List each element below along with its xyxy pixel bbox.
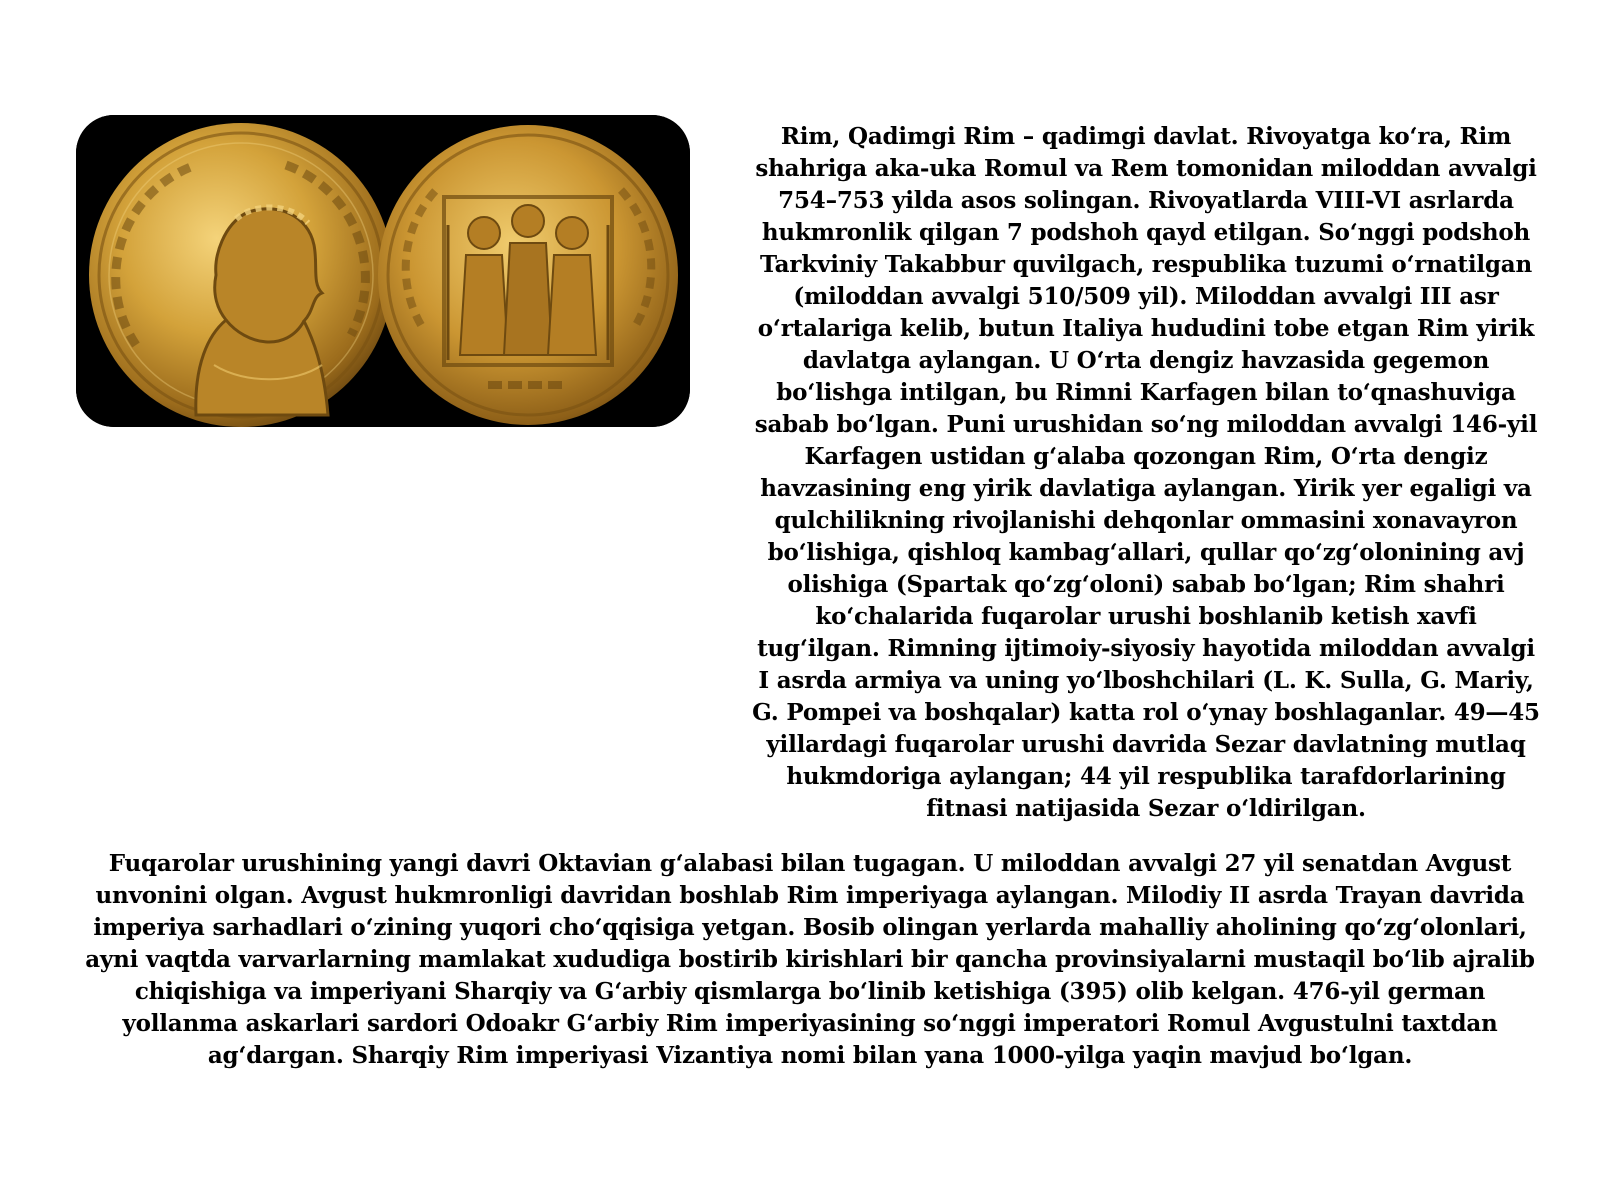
gold-coin-icon bbox=[76, 115, 690, 427]
continuation-paragraph: Fuqarolar urushining yangi davri Oktavian g‘alabasi bilan tugagan. U miloddan avvalgi 27 yil senatdan Avgust unvonini olgan. Avgust hukmronligi davridan boshlab Rim imperiyaga aylangan. Milodiy II asrda Trayan davrida imperiya sarhadlari o‘zining yuqori cho‘qqisiga yetgan. Bosib olingan yerlarda mahalliy aholining qo‘zg‘olonlari, ayni vaqtda varvarlarning mamlakat xududiga bostirib kirishlari bir qancha provinsiyalarni mustaqil bo‘lib ajralib chiqishiga va imperiyani Sharqiy va G‘arbiy qismlarga bo‘linib ketishiga (395) olib kelgan. 476-yil german yollanma askarlari sardori Odoakr G‘arbiy Rim imperiyasining so‘nggi imperatori Romul Avgustulni taxtdan ag‘dargan. Sharqiy Rim imperiyasi Vizantiya nomi bilan yana 1000-yilga yaqin mavjud bo‘lgan. bbox=[85, 850, 1535, 1069]
coin-photo bbox=[76, 115, 690, 427]
intro-paragraph: Rim, Qadimgi Rim – qadimgi davlat. Rivoyatga ko‘ra, Rim shahriga aka-uka Romul va Rem tomonidan miloddan avvalgi 754–753 yilda asos solingan. Rivoyatlarda VIII-VI asrlarda hukmronlik qilgan 7 podshoh qayd etilgan. So‘nggi podshoh Tarkviniy Takabbur quvilgach, respublika tuzumi o‘rnatilgan (miloddan avvalgi 510/509 yil). Miloddan avvalgi III asr o‘rtalariga kelib, butun Italiya hududini tobe etgan Rim yirik davlatga aylangan. U O‘rta dengiz havzasida gegemon bo‘lishga intilgan, bu Rimni Karfagen bilan to‘qnashuviga sabab bo‘lgan. Puni urushidan so‘ng miloddan avvalgi 146-yil Karfagen ustidan g‘alaba qozongan Rim, O‘rta dengiz havzasining eng yirik davlatiga aylangan. Yirik yer egaligi va qulchilikning rivojlanishi dehqonlar ommasini xonavayron bo‘lishiga, qishloq kambag‘allari, qullar qo‘zg‘olonining avj olishiga (Spartak qo‘zg‘oloni) sabab bo‘lgan; Rim shahri ko‘chalarida fuqarolar urushi boshlanib ketish xavfi tug‘ilgan. Rimning ijtimoiy-siyosiy hayotida miloddan avvalgi I asrda armiya va uning yo‘lboshchilari (L. K. Sulla, G. Mariy, G. Pompei va boshqalar) katta rol o‘ynay boshlaganlar. 49—45 yillardagi fuqarolar urushi davrida Sezar davlatning mutlaq hukmdoriga aylangan; 44 yil respublika tarafdorlarining fitnasi natijasida Sezar o‘ldirilgan. bbox=[752, 123, 1540, 822]
